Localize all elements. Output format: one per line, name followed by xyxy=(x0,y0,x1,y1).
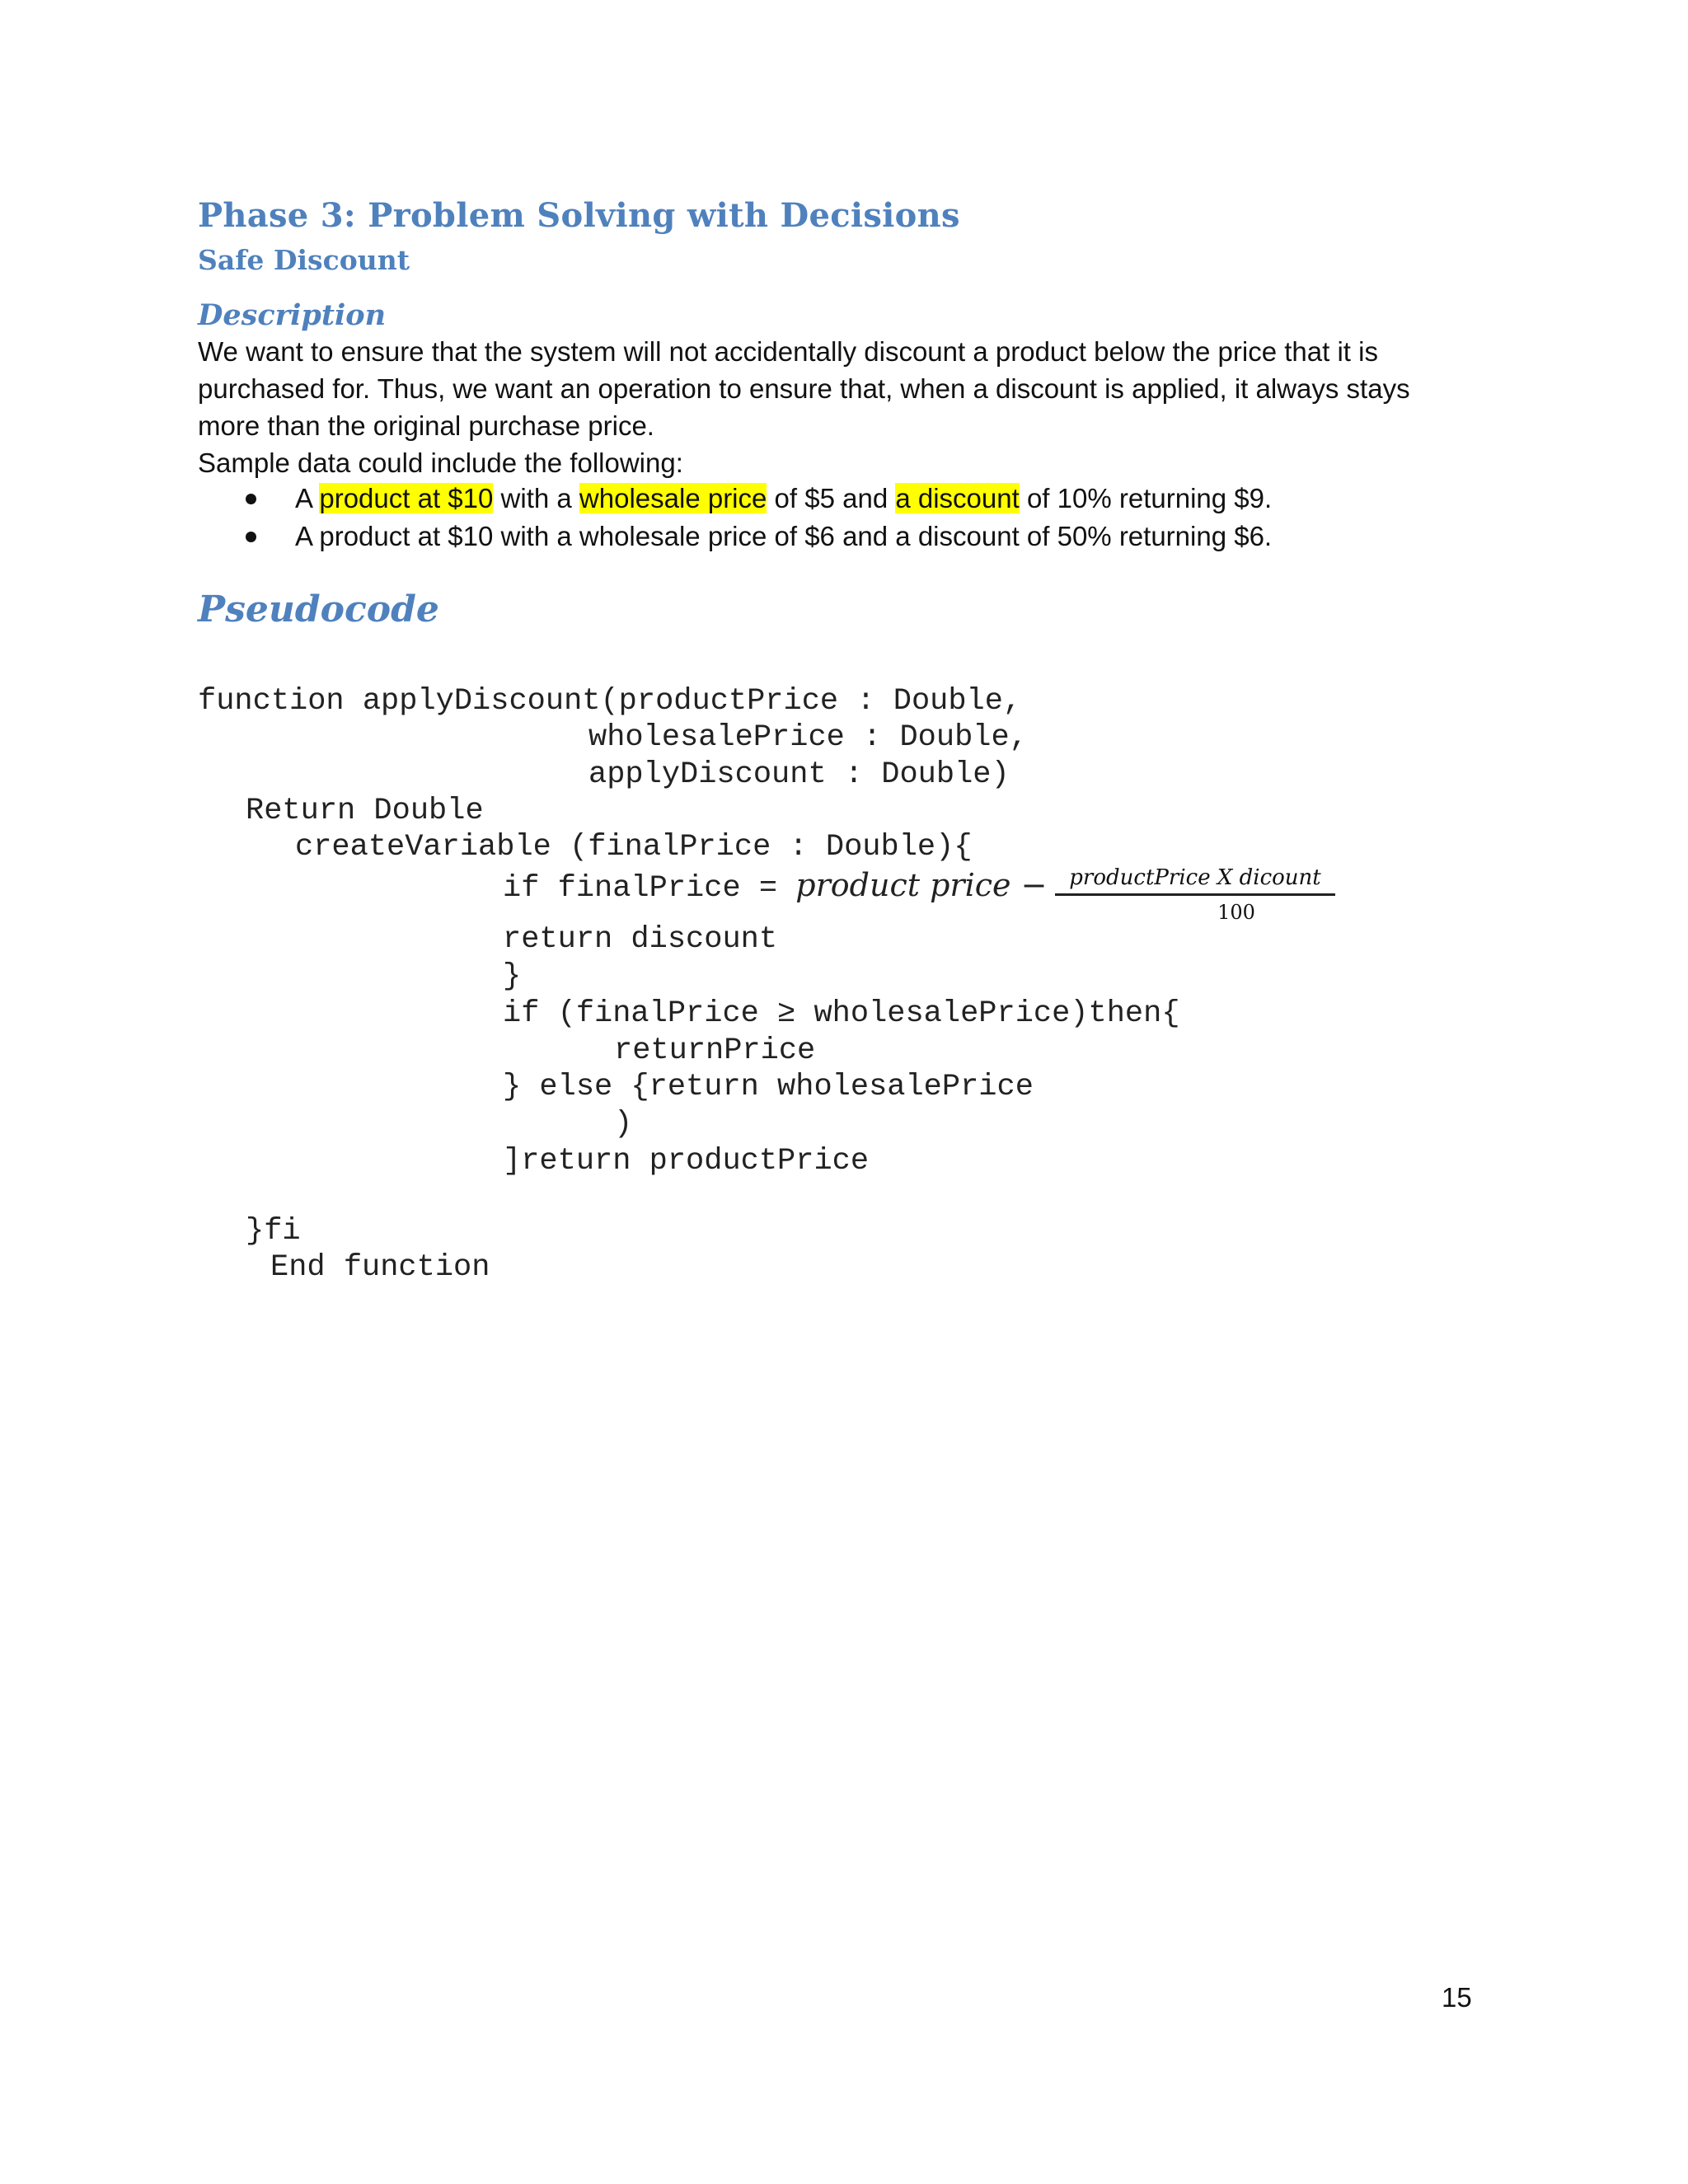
text-run: of $5 and xyxy=(767,483,896,513)
pseudocode-heading: Pseudocode xyxy=(198,588,439,630)
text-run: A xyxy=(295,483,320,513)
highlight-discount: a discount xyxy=(895,483,1020,513)
math-expression: product price − xyxy=(795,867,1048,903)
fraction-numerator: productPrice X dicount xyxy=(1055,865,1335,896)
code-line: } else {return wholesalePrice xyxy=(503,1070,1034,1104)
list-item xyxy=(198,518,1272,555)
sample-list xyxy=(198,480,1272,555)
code-line-formula xyxy=(503,867,1047,907)
highlight-product: product at $10 xyxy=(319,483,494,513)
code-line: Return Double xyxy=(246,794,484,828)
text-run: with a xyxy=(493,483,579,513)
code-line: wholesalePrice : Double, xyxy=(588,720,1028,755)
code-line: ) xyxy=(614,1107,633,1141)
highlight-wholesale: wholesale price xyxy=(579,483,767,513)
description-line-2: purchased for. Thus, we want an operation to ensure that, when a discount is applied, it always stays xyxy=(198,373,1410,404)
code-text: if finalPrice = xyxy=(503,871,778,906)
page-number: 15 xyxy=(1442,1982,1472,2013)
section-subtitle: Safe Discount xyxy=(198,244,410,276)
bullet-icon xyxy=(246,494,256,504)
list-item xyxy=(198,480,1272,518)
description-paragraph xyxy=(198,333,1500,444)
sample-intro: Sample data could include the following: xyxy=(198,448,683,478)
code-line: ]return productPrice xyxy=(503,1144,870,1179)
code-line: returnPrice xyxy=(614,1033,816,1068)
code-line: } xyxy=(503,959,522,994)
description-line-1: We want to ensure that the system will not accidentally discount a product below the price that it is xyxy=(198,336,1378,367)
description-line-3: more than the original purchase price. xyxy=(198,410,654,441)
code-line: End function xyxy=(270,1250,490,1285)
code-line: createVariable (finalPrice : Double){ xyxy=(295,830,973,865)
code-line: applyDiscount : Double) xyxy=(588,757,1010,792)
code-line: }fi xyxy=(246,1214,301,1249)
text-run: of 10% returning $9. xyxy=(1019,483,1273,513)
code-line: function applyDiscount(productPrice : Double, xyxy=(198,684,1022,719)
fraction-denominator: 100 xyxy=(1217,901,1255,924)
code-line: return discount xyxy=(503,922,778,957)
code-line: if (finalPrice ≥ wholesalePrice)then{ xyxy=(503,996,1180,1031)
phase-heading: Phase 3: Problem Solving with Decisions xyxy=(198,196,960,235)
fraction xyxy=(1055,865,1335,924)
bullet-icon xyxy=(246,532,256,542)
description-heading: Description xyxy=(198,298,387,332)
text-run: A product at $10 with a wholesale price of $6 and a discount of 50% returning $6. xyxy=(295,521,1273,551)
